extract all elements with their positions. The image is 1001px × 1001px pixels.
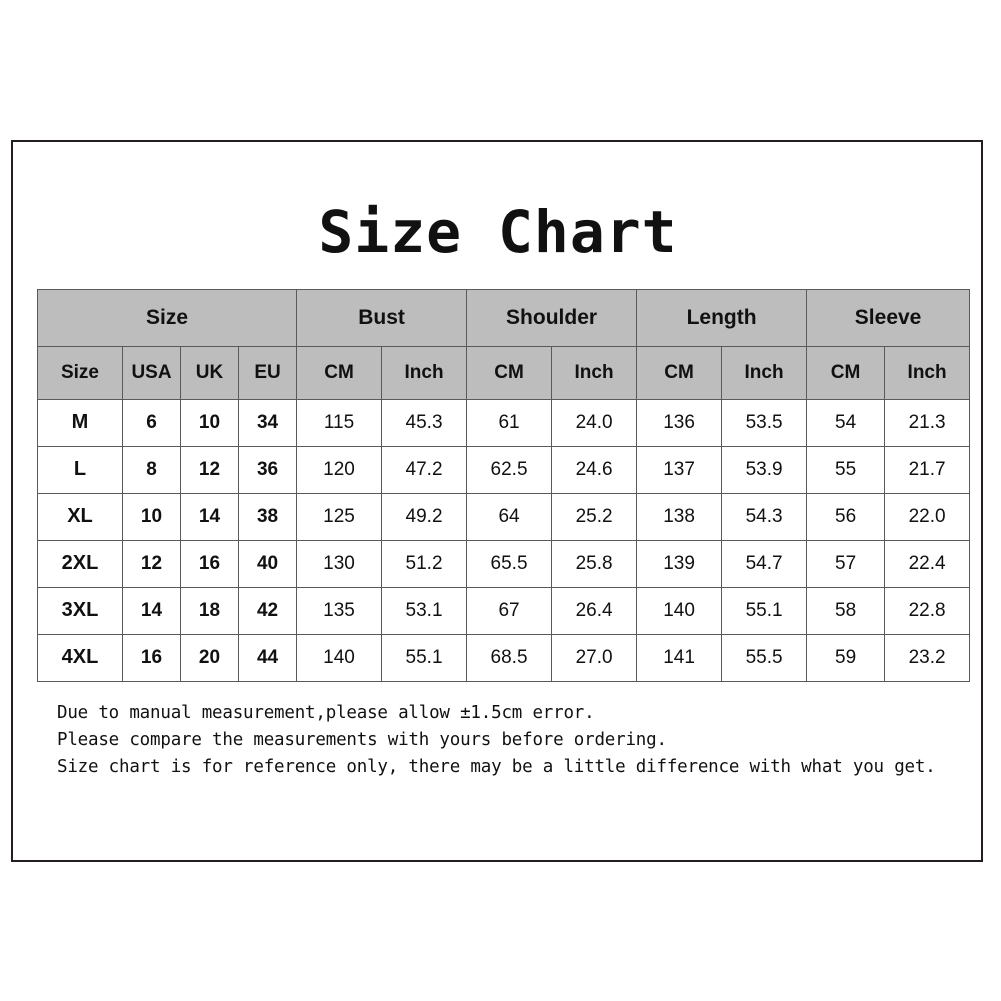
cell-length-cm: 139	[637, 540, 722, 587]
cell-shoulder-inch: 27.0	[552, 634, 637, 681]
cell-bust-cm: 125	[297, 493, 382, 540]
cell-sleeve-inch: 22.8	[885, 587, 970, 634]
cell-sleeve-cm: 56	[807, 493, 885, 540]
table-unit-header-row	[38, 346, 970, 399]
unit-header-bust-cm: CM	[297, 346, 382, 399]
cell-bust-cm: 140	[297, 634, 382, 681]
table-row	[38, 493, 970, 540]
cell-size: 3XL	[38, 587, 123, 634]
group-header-bust: Bust	[297, 289, 467, 346]
cell-length-cm: 138	[637, 493, 722, 540]
cell-usa: 6	[123, 399, 181, 446]
cell-shoulder-inch: 25.8	[552, 540, 637, 587]
page-title: Size Chart	[318, 198, 678, 266]
cell-shoulder-cm: 67	[467, 587, 552, 634]
cell-length-inch: 53.9	[722, 446, 807, 493]
cell-size: L	[38, 446, 123, 493]
table-row	[38, 634, 970, 681]
cell-shoulder-cm: 65.5	[467, 540, 552, 587]
cell-length-inch: 54.3	[722, 493, 807, 540]
note-line-3: Size chart is for reference only, there may be a little difference with what you get.	[57, 757, 936, 778]
cell-uk: 16	[181, 540, 239, 587]
cell-sleeve-cm: 55	[807, 446, 885, 493]
cell-sleeve-inch: 21.3	[885, 399, 970, 446]
cell-eu: 38	[239, 493, 297, 540]
cell-sleeve-inch: 22.4	[885, 540, 970, 587]
cell-length-cm: 137	[637, 446, 722, 493]
cell-bust-cm: 115	[297, 399, 382, 446]
cell-shoulder-inch: 24.6	[552, 446, 637, 493]
cell-size: 4XL	[38, 634, 123, 681]
unit-header-eu: EU	[239, 346, 297, 399]
cell-uk: 10	[181, 399, 239, 446]
size-chart-card	[11, 140, 983, 862]
cell-length-cm: 140	[637, 587, 722, 634]
cell-length-inch: 54.7	[722, 540, 807, 587]
cell-sleeve-inch: 22.0	[885, 493, 970, 540]
cell-eu: 42	[239, 587, 297, 634]
cell-sleeve-cm: 58	[807, 587, 885, 634]
card-content	[37, 198, 959, 781]
unit-header-length-cm: CM	[637, 346, 722, 399]
cell-sleeve-cm: 57	[807, 540, 885, 587]
cell-length-inch: 53.5	[722, 399, 807, 446]
group-header-sleeve: Sleeve	[807, 289, 970, 346]
unit-header-shoulder-cm: CM	[467, 346, 552, 399]
cell-bust-inch: 55.1	[382, 634, 467, 681]
cell-usa: 10	[123, 493, 181, 540]
cell-size: 2XL	[38, 540, 123, 587]
cell-length-cm: 141	[637, 634, 722, 681]
note-line-2: Please compare the measurements with yours before ordering.	[57, 730, 667, 751]
cell-bust-inch: 53.1	[382, 587, 467, 634]
unit-header-uk: UK	[181, 346, 239, 399]
unit-header-length-inch: Inch	[722, 346, 807, 399]
table-row	[38, 540, 970, 587]
group-header-length: Length	[637, 289, 807, 346]
cell-bust-cm: 120	[297, 446, 382, 493]
cell-uk: 14	[181, 493, 239, 540]
cell-sleeve-inch: 21.7	[885, 446, 970, 493]
size-chart-table	[37, 289, 970, 682]
cell-shoulder-inch: 24.0	[552, 399, 637, 446]
unit-header-sleeve-cm: CM	[807, 346, 885, 399]
cell-bust-inch: 47.2	[382, 446, 467, 493]
notes-block	[37, 700, 959, 781]
cell-shoulder-cm: 68.5	[467, 634, 552, 681]
cell-eu: 44	[239, 634, 297, 681]
cell-bust-cm: 130	[297, 540, 382, 587]
cell-eu: 36	[239, 446, 297, 493]
cell-sleeve-inch: 23.2	[885, 634, 970, 681]
cell-eu: 34	[239, 399, 297, 446]
cell-length-cm: 136	[637, 399, 722, 446]
table-row	[38, 446, 970, 493]
cell-uk: 18	[181, 587, 239, 634]
cell-shoulder-inch: 26.4	[552, 587, 637, 634]
cell-length-inch: 55.1	[722, 587, 807, 634]
table-row	[38, 587, 970, 634]
cell-shoulder-cm: 62.5	[467, 446, 552, 493]
cell-usa: 16	[123, 634, 181, 681]
cell-bust-inch: 49.2	[382, 493, 467, 540]
unit-header-usa: USA	[123, 346, 181, 399]
cell-usa: 14	[123, 587, 181, 634]
unit-header-bust-inch: Inch	[382, 346, 467, 399]
cell-shoulder-cm: 61	[467, 399, 552, 446]
cell-bust-inch: 51.2	[382, 540, 467, 587]
cell-sleeve-cm: 54	[807, 399, 885, 446]
group-header-size: Size	[38, 289, 297, 346]
unit-header-size: Size	[38, 346, 123, 399]
unit-header-shoulder-inch: Inch	[552, 346, 637, 399]
table-row	[38, 399, 970, 446]
cell-uk: 12	[181, 446, 239, 493]
cell-bust-cm: 135	[297, 587, 382, 634]
cell-shoulder-inch: 25.2	[552, 493, 637, 540]
table-group-header-row	[38, 289, 970, 346]
cell-sleeve-cm: 59	[807, 634, 885, 681]
cell-shoulder-cm: 64	[467, 493, 552, 540]
cell-eu: 40	[239, 540, 297, 587]
cell-length-inch: 55.5	[722, 634, 807, 681]
note-line-1: Due to manual measurement,please allow ±1.5cm error.	[57, 702, 595, 723]
unit-header-sleeve-inch: Inch	[885, 346, 970, 399]
group-header-shoulder: Shoulder	[467, 289, 637, 346]
cell-usa: 8	[123, 446, 181, 493]
cell-usa: 12	[123, 540, 181, 587]
cell-size: XL	[38, 493, 123, 540]
cell-bust-inch: 45.3	[382, 399, 467, 446]
cell-uk: 20	[181, 634, 239, 681]
cell-size: M	[38, 399, 123, 446]
